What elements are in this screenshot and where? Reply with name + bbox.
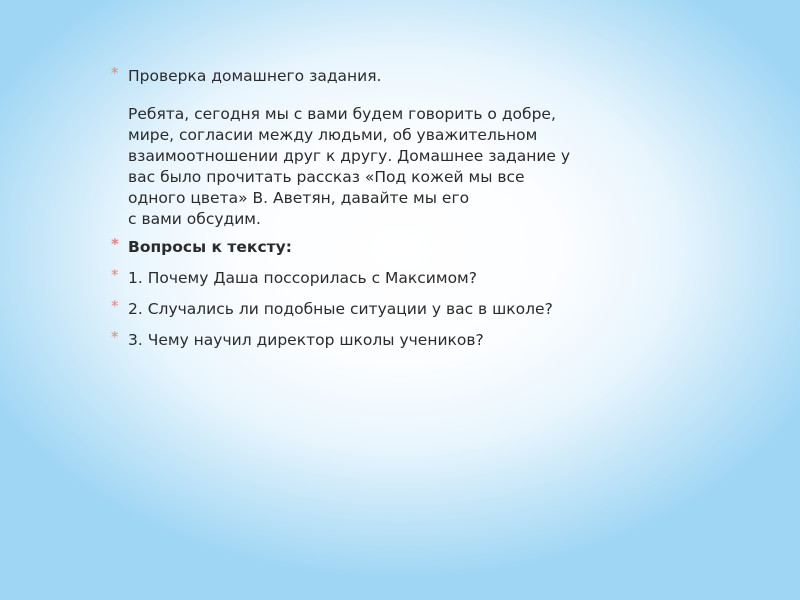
bullet-questions-title xyxy=(111,237,671,258)
bullet-star-icon: * xyxy=(111,64,119,82)
bullet-question-2 xyxy=(111,299,671,320)
question-2-text: 2. Случались ли подобные ситуации у вас в школе? xyxy=(128,300,553,318)
questions-title-text: Вопросы к тексту: xyxy=(128,238,292,256)
question-3-text: 3. Чему научил директор школы учеников? xyxy=(128,331,484,349)
bullet-heading xyxy=(111,66,671,87)
bullet-star-icon: * xyxy=(111,235,119,253)
intro-paragraph: Ребята, сегодня мы с вами будем говорить о добре, мире, согласии между людьми, об уважительном взаимоотношении друг к другу. Домашнее задание у вас было прочитать рассказ «Под кожей мы все одного цвета» В. Аветян, давайте мы его с вами обсудим. xyxy=(128,105,571,228)
bullet-star-icon: * xyxy=(111,266,119,284)
bullet-question-1 xyxy=(111,268,671,289)
slide-content xyxy=(111,66,671,361)
heading-text: Проверка домашнего задания. xyxy=(128,67,382,85)
question-1-text: 1. Почему Даша поссорилась с Максимом? xyxy=(128,269,477,287)
bullet-question-3 xyxy=(111,330,671,351)
bullet-star-icon: * xyxy=(111,297,119,315)
bullet-star-icon: * xyxy=(111,328,119,346)
